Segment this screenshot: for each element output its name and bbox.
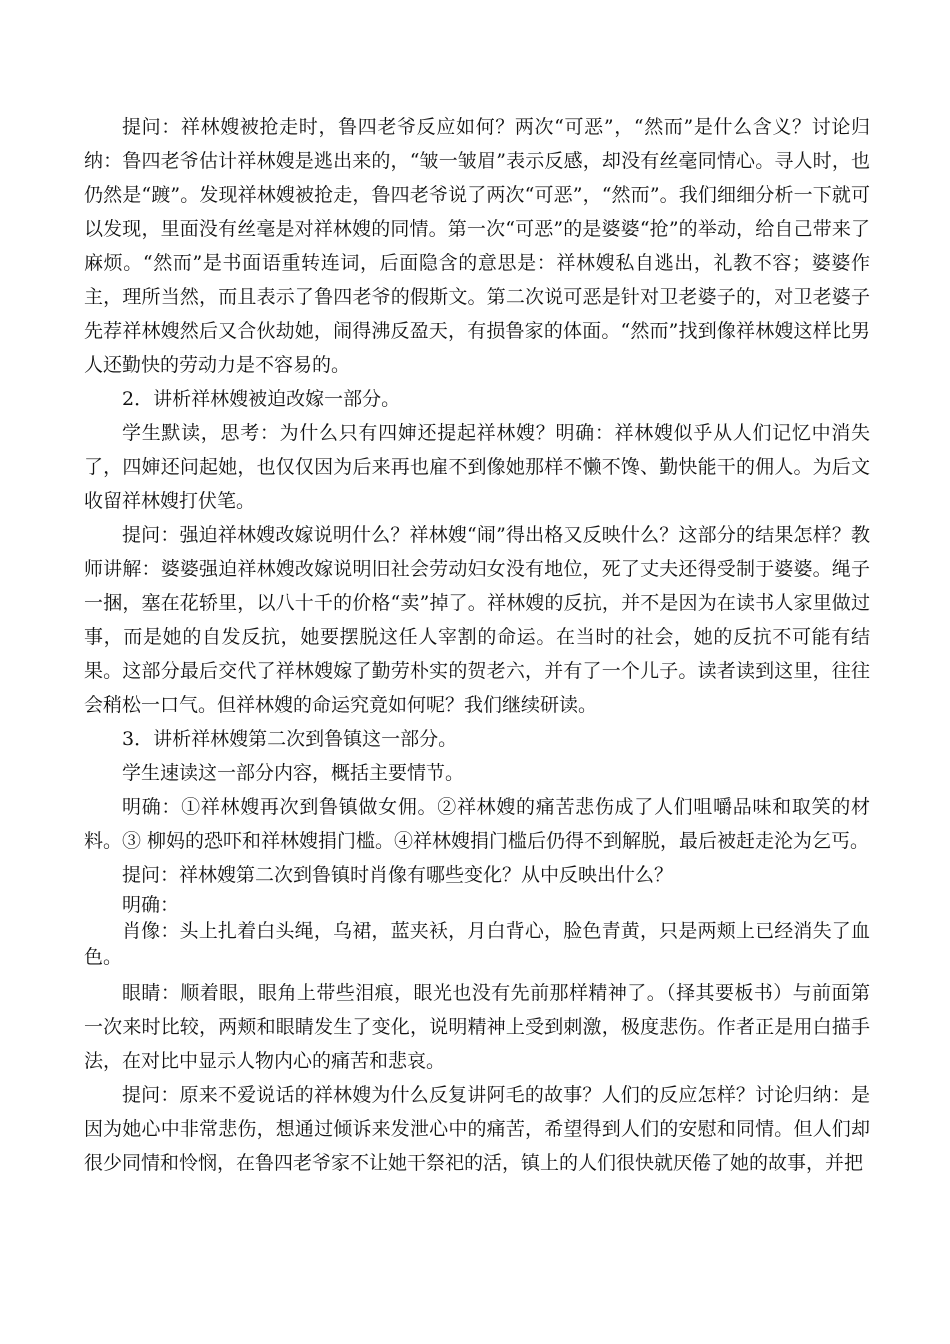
section-heading-3: 3．讲析祥林嫂第二次到鲁镇这一部分。 bbox=[122, 728, 458, 750]
section-heading-2: 2．讲析祥林嫂被迫改嫁一部分。 bbox=[122, 388, 401, 410]
paragraph-lu-si-reaction: 提问：祥林嫂被抢走时，鲁四老爷反应如何？两次“可恶”，“然而”是什么含义？讨论归纳：鲁四老爷估计祥林嫂是逃出来的，“皱一皱眉”表示反感，却没有丝毫同情心。寻人时，也仍然是“踱”。发现祥林嫂被抢走，鲁四老爷说了两次“可恶”，“然而”。我们细细分析一下就可以发现，里面没有丝毫是对祥林嫂的同情。第一次“可恶”的是婆婆“抢”的举动，给自己带来了麻烦。“然而”是书面语重转连词，后面隐含的意思是：祥林嫂私自逃出，礼教不容；婆婆作主，理所当然，而且表示了鲁四老爷的假斯文。第二次说可恶是针对卫老婆子的，对卫老婆子先荐祥林嫂然后又合伙劫她，闹得沸反盈天，有损鲁家的体面。“然而”找到像祥林嫂这样比男人还勤快的劳动力是不容易的。 bbox=[84, 116, 870, 376]
paragraph-speed-read: 学生速读这一部分内容，概括主要情节。 bbox=[122, 762, 465, 784]
paragraph-amao-story: 提问：原来不爱说话的祥林嫂为什么反复讲阿毛的故事？人们的反应怎样？讨论归纳：是因为她心中非常悲伤，想通过倾诉来发泄心中的痛苦，希望得到人们的安慰和同情。但人们却很少同情和怜悯，在鲁四老爷家不让她干祭祀的活，镇上的人们很快就厌倦了她的故事，并把 bbox=[84, 1084, 870, 1174]
paragraph-plot-summary: 明确：①祥林嫂再次到鲁镇做女佣。②祥林嫂的痛苦悲伤成了人们咀嚼品味和取笑的材料。③ 柳妈的恐吓和祥林嫂捐门槛。④祥林嫂捐门槛后仍得不到解脱，最后被赶走沦为乞丐。 bbox=[84, 796, 870, 852]
document-page bbox=[84, 110, 870, 1180]
paragraph-portrait-question: 提问：祥林嫂第二次到鲁镇时肖像有哪些变化？从中反映出什么？ bbox=[122, 864, 674, 886]
paragraph-mingque: 明确： bbox=[122, 894, 180, 916]
paragraph-forced-remarriage: 提问：强迫祥林嫂改嫁说明什么？祥林嫂“闹”得出格又反映什么？这部分的结果怎样？教师讲解：婆婆强迫祥林嫂改嫁说明旧社会劳动妇女没有地位，死了丈夫还得受制于婆婆。绳子一捆，塞在花轿里，以八十千的价格“卖”掉了。祥林嫂的反抗，并不是因为在读书人家里做过事，而是她的自发反抗，她要摆脱这任人宰割的命运。在当时的社会，她的反抗不可能有结果。这部分最后交代了祥林嫂嫁了勤劳朴实的贺老六，并有了一个儿子。读者读到这里，往往会稍松一口气。但祥林嫂的命运究竟如何呢？我们继续研读。 bbox=[84, 524, 870, 716]
paragraph-si-shen: 学生默读，思考：为什么只有四婶还提起祥林嫂？明确：祥林嫂似乎从人们记忆中消失了，四婶还问起她，也仅仅因为后来再也雇不到像她那样不懒不馋、勤快能干的佣人。为后文收留祥林嫂打伏笔。 bbox=[84, 422, 870, 512]
paragraph-portrait: 肖像：头上扎着白头绳，乌裙，蓝夹袄，月白背心，脸色青黄，只是两颊上已经消失了血色。 bbox=[84, 920, 870, 968]
paragraph-eyes: 眼睛：顺着眼，眼角上带些泪痕，眼光也没有先前那样精神了。（择其要板书）与前面第一次来时比较，两颊和眼睛发生了变化，说明精神上受到刺激，极度悲伤。作者正是用白描手法，在对比中显示人物内心的痛苦和悲哀。 bbox=[84, 982, 870, 1072]
